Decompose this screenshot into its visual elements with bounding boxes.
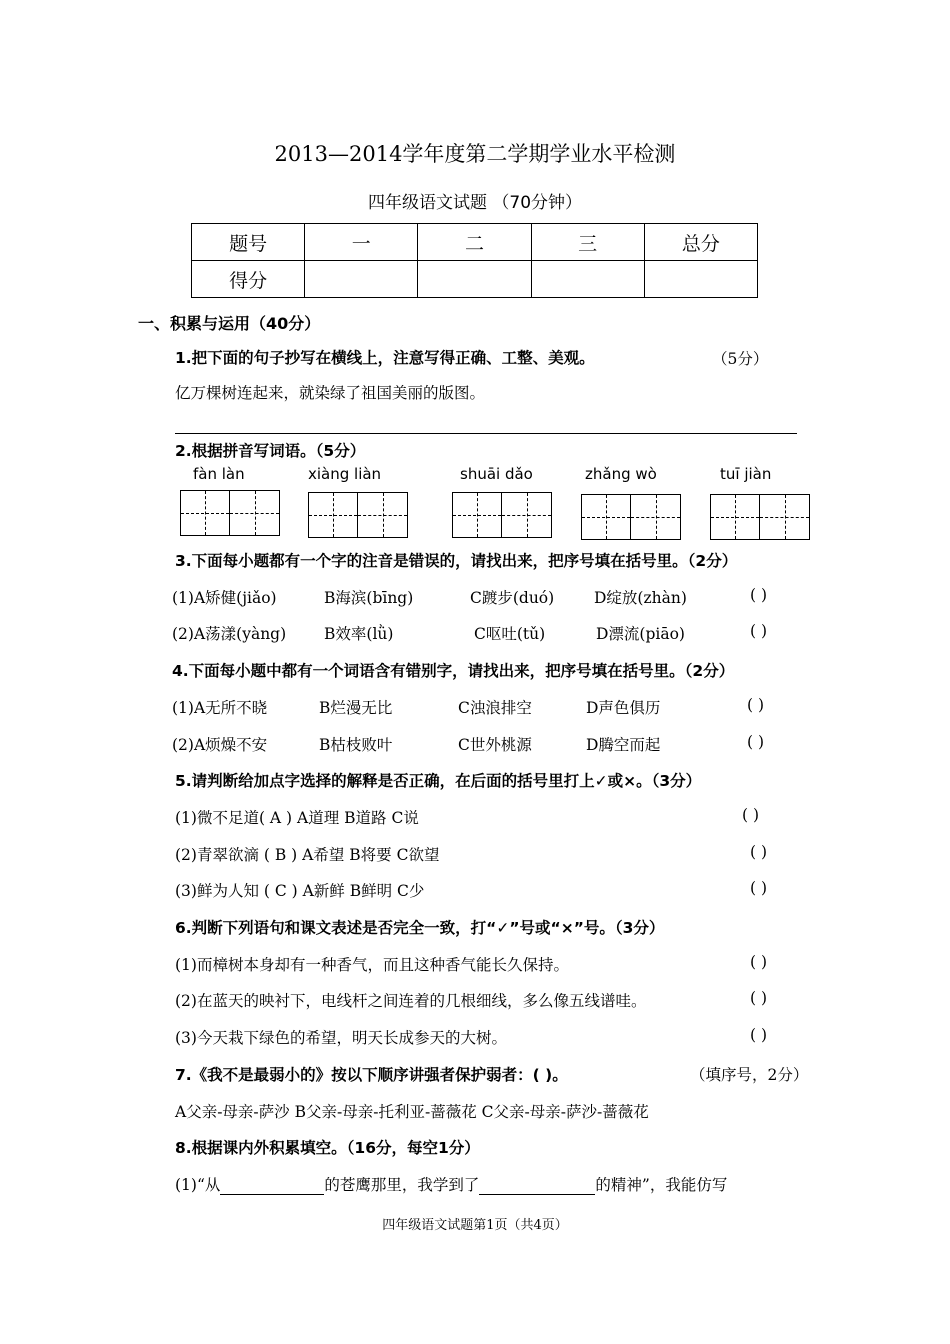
fill-blank[interactable] <box>220 1176 324 1195</box>
exam-title: 2013—2014学年度第二学期学业水平检测 <box>274 142 676 166</box>
judgement-item: (3)今天栽下绿色的希望，明天长成参天的大树。 <box>175 1029 507 1047</box>
answer-paren[interactable]: ( ) <box>742 806 760 824</box>
question-5-prompt: 5.请判断给加点字选择的解释是否正确，在后面的括号里打上✓或×。（3分） <box>175 772 702 790</box>
pinyin-label: xiàng liàn <box>308 465 382 483</box>
fill-text: 的精神”，我能仿写 <box>595 1176 728 1194</box>
grid-cell[interactable] <box>453 493 502 537</box>
score-table-cell: 得分 <box>192 261 305 298</box>
grid-cell[interactable] <box>309 493 358 537</box>
question-1-prompt: 1.把下面的句子抄写在横线上，注意写得正确、工整、美观。 <box>175 349 595 367</box>
answer-paren[interactable]: ( ) <box>750 879 768 897</box>
pinyin-label: shuāi dǎo <box>460 465 533 483</box>
grid-cell[interactable] <box>230 491 279 535</box>
section-heading: 一、积累与运用（40分） <box>138 314 321 333</box>
option-c: C呕吐(tǔ) <box>474 625 546 643</box>
writing-grid[interactable] <box>452 492 552 538</box>
judgement-item: (3)鲜为人知 ( C ) A新鲜 B鲜明 C少 <box>175 882 425 900</box>
option-a: (2)A荡漾(yàng) <box>172 625 287 643</box>
grid-cell[interactable] <box>582 495 631 539</box>
score-table-header-row <box>192 224 758 261</box>
answer-paren[interactable]: ( ) <box>747 696 765 714</box>
answer-paren[interactable]: ( ) <box>750 622 768 640</box>
pinyin-label: fàn làn <box>193 465 245 483</box>
judgement-item: (2)青翠欲滴 ( B ) A希望 B将要 C欲望 <box>175 846 440 864</box>
option-c: C浊浪排空 <box>458 699 532 717</box>
grid-cell[interactable] <box>181 491 230 535</box>
fill-in-line <box>175 1173 727 1195</box>
question-4-prompt: 4.下面每小题中都有一个词语含有错别字，请找出来，把序号填在括号里。（2分） <box>172 662 735 680</box>
option-d: D绽放(zhàn) <box>594 589 687 607</box>
option-c: C踱步(duó) <box>470 589 555 607</box>
grid-cell[interactable] <box>358 493 407 537</box>
question-1-sentence: 亿万棵树连起来，就染绿了祖国美丽的版图。 <box>175 384 486 402</box>
judgement-item: (2)在蓝天的映衬下，电线杆之间连着的几根细线，多么像五线谱哇。 <box>175 992 647 1010</box>
score-input-cell[interactable] <box>305 261 418 298</box>
writing-grid[interactable] <box>581 494 681 540</box>
score-table <box>191 223 758 298</box>
question-7-options: A父亲-母亲-萨沙 B父亲-母亲-托利亚-蔷薇花 C父亲-母亲-萨沙-蔷薇花 <box>175 1103 649 1121</box>
option-d: D腾空而起 <box>586 736 661 754</box>
score-table-cell: 二 <box>418 224 531 261</box>
grid-cell[interactable] <box>711 495 760 539</box>
score-table-cell: 总分 <box>644 224 757 261</box>
option-b: B烂漫无比 <box>319 699 393 717</box>
writing-grid[interactable] <box>180 490 280 536</box>
option-b: B枯枝败叶 <box>319 736 393 754</box>
grid-cell[interactable] <box>631 495 680 539</box>
question-7-note: （填序号，2分） <box>690 1066 809 1084</box>
question-8-prompt: 8.根据课内外积累填空。（16分，每空1分） <box>175 1139 480 1157</box>
question-3-prompt: 3.下面每小题都有一个字的注音是错误的，请找出来，把序号填在括号里。（2分） <box>175 552 738 570</box>
score-table-score-row <box>192 261 758 298</box>
option-b: B海滨(bīng) <box>324 589 414 607</box>
option-d: D漂流(piāo) <box>596 625 685 643</box>
question-6-prompt: 6.判断下列语句和课文表述是否完全一致，打“✓”号或“×”号。（3分） <box>175 919 665 937</box>
answer-paren[interactable]: ( ) <box>750 586 768 604</box>
score-input-cell[interactable] <box>644 261 757 298</box>
writing-grid[interactable] <box>710 494 810 540</box>
pinyin-label: zhǎng wò <box>585 465 657 483</box>
pinyin-label: tuī jiàn <box>720 465 772 483</box>
writing-grid[interactable] <box>308 492 408 538</box>
answer-paren[interactable]: ( ) <box>750 989 768 1007</box>
option-d: D声色俱历 <box>586 699 661 717</box>
copy-answer-line[interactable] <box>175 433 797 434</box>
grid-cell[interactable] <box>502 493 551 537</box>
fill-blank[interactable] <box>479 1176 595 1195</box>
option-a: (1)A矫健(jiǎo) <box>172 589 277 607</box>
score-table-cell: 三 <box>531 224 644 261</box>
page-footer: 四年级语文试题第1页（共4页） <box>382 1218 568 1233</box>
grid-cell[interactable] <box>760 495 809 539</box>
answer-paren[interactable]: ( ) <box>750 843 768 861</box>
fill-text: (1)“从 <box>175 1176 221 1194</box>
option-b: B效率(lǜ) <box>324 625 394 643</box>
answer-paren[interactable]: ( ) <box>750 953 768 971</box>
exam-subtitle: 四年级语文试题 （70分钟） <box>367 193 583 213</box>
score-table-cell: 一 <box>305 224 418 261</box>
score-input-cell[interactable] <box>531 261 644 298</box>
answer-paren[interactable]: ( ) <box>750 1026 768 1044</box>
option-a: (1)A无所不晓 <box>172 699 268 717</box>
option-c: C世外桃源 <box>458 736 532 754</box>
fill-text: 的苍鹰那里，我学到了 <box>324 1176 480 1194</box>
score-input-cell[interactable] <box>418 261 531 298</box>
question-7-prompt: 7.《我不是最弱小的》按以下顺序讲强者保护弱者：( )。 <box>175 1066 568 1084</box>
question-2-prompt: 2.根据拼音写词语。（5分） <box>175 442 366 460</box>
question-1-score: （5分） <box>712 350 769 368</box>
option-a: (2)A烦燥不安 <box>172 736 268 754</box>
judgement-item: (1)微不足道( A ) A道理 B道路 C说 <box>175 809 419 827</box>
answer-paren[interactable]: ( ) <box>747 733 765 751</box>
judgement-item: (1)而樟树本身却有一种香气，而且这种香气能长久保持。 <box>175 956 569 974</box>
score-table-cell: 题号 <box>192 224 305 261</box>
